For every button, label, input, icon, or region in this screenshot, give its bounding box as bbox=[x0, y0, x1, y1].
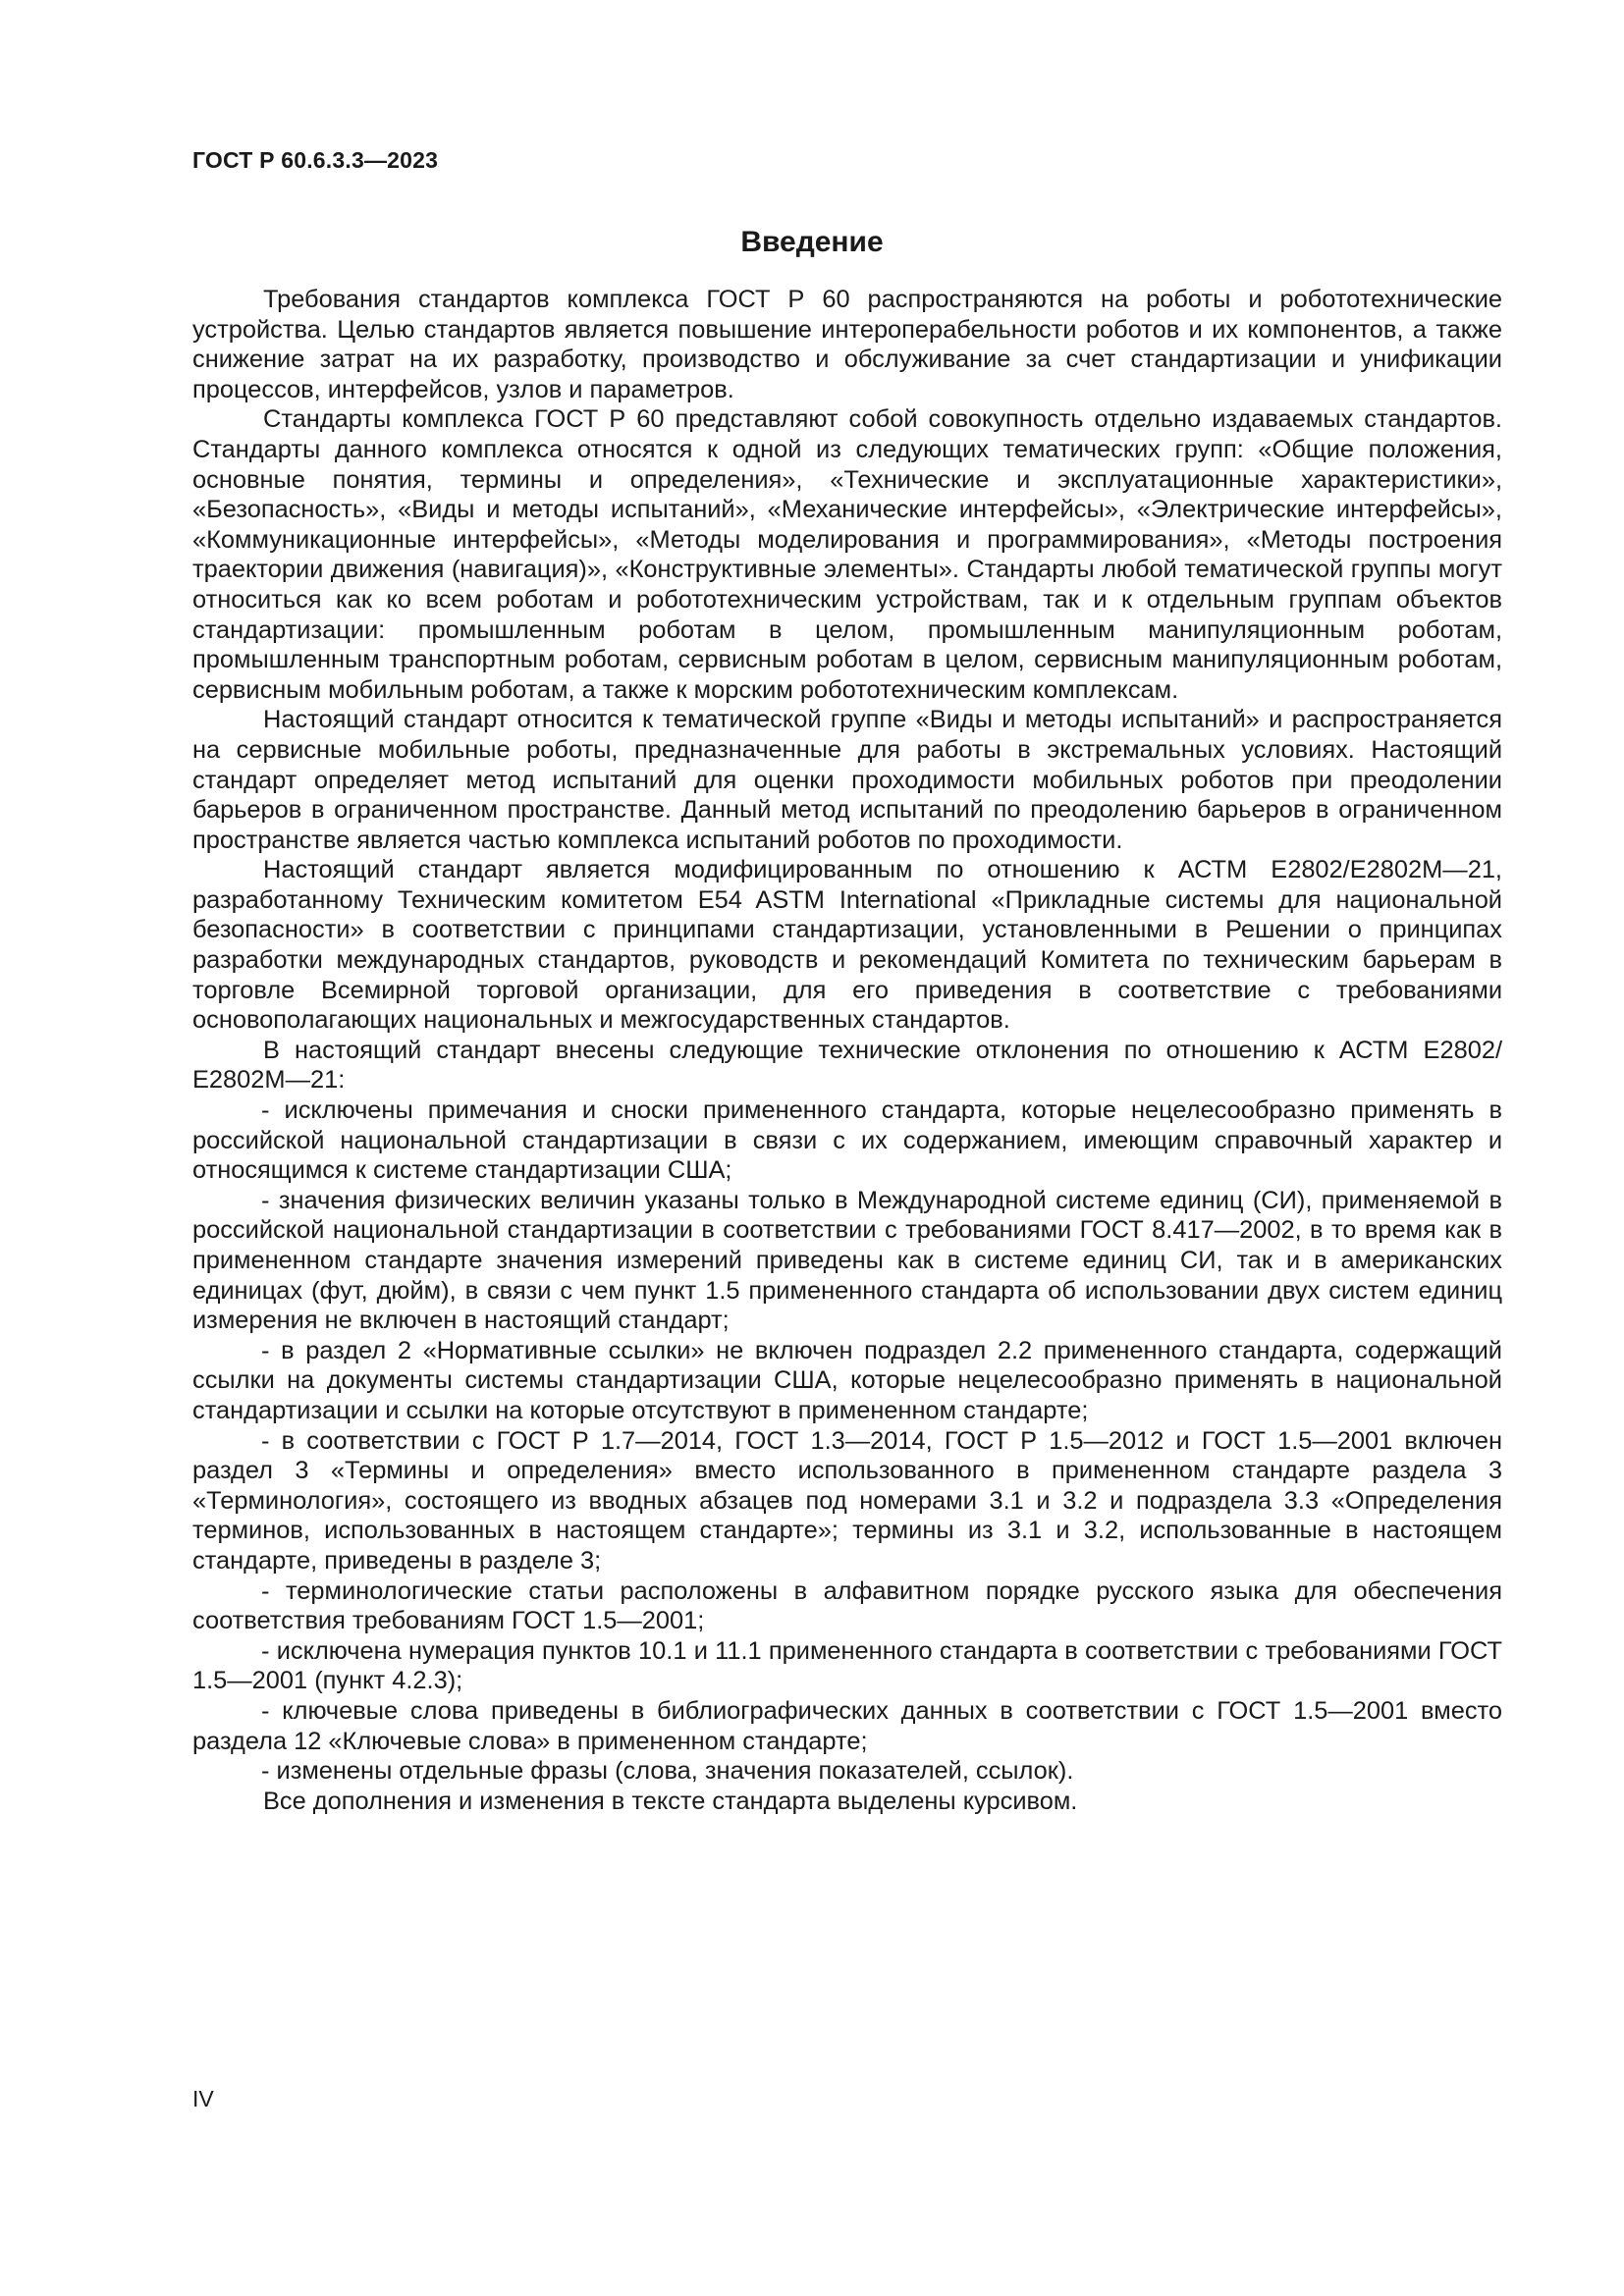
document-header: ГОСТ Р 60.6.3.3—2023 bbox=[192, 147, 439, 173]
page-title: Введение bbox=[740, 226, 884, 258]
paragraph: Настоящий стандарт является модифицированным по отношению к АСТМ Е2802/Е2802М—21, разработанному Техническим комитетом E54 ASTM International «Прикладные системы для национальной безопасности» в соответствии с принципами стандартизации, установленными в Решении о принципах разработки международных стандартов, руководств и рекомендаций Комитета по техническим барьерам в торговле Всемирной торговой организации, для его приведения в соответствие с требованиями основополагающих национальных и межгосударственных стандартов. bbox=[192, 856, 1502, 1035]
paragraph: В настоящий стандарт внесены следующие технические отклонения по отношению к АСТМ Е2802/ Е2802М—21: bbox=[192, 1036, 1502, 1095]
deviation-list-item: - ключевые слова приведены в библиографических данных в соответствии с ГОСТ 1.5—2001 вместо раздела 12 «Ключевые слова» в примененном стандарте; bbox=[192, 1696, 1502, 1755]
paragraph: Требования стандартов комплекса ГОСТ Р 60 распространяются на роботы и робототехнические устройства. Целью стандартов является повышение интероперабельности роботов и их компонентов, а также снижение затрат на их разработку, производство и обслуживание за счет стандартизации и унификации процессов, интерфейсов, узлов и параметров. bbox=[192, 286, 1502, 403]
deviation-list-item: - значения физических величин указаны только в Международной системе единиц (СИ), применяемой в российской национальной стандартизации в соответствии с требованиями ГОСТ 8.417—2002, в то время как в примененном стандарте значения измерений приведены как в системе единиц СИ, так и в американских единицах (фут, дюйм), в связи с чем пункт 1.5 примененного стандарта об использовании двух систем единиц измерения не включен в настоящий стандарт; bbox=[192, 1186, 1502, 1335]
deviation-list-item: - исключены примечания и сноски примененного стандарта, которые нецелесообразно применять в российской национальной стандартизации в связи с их содержанием, имеющим справочный характер и относящимся к системе стандартизации США; bbox=[192, 1096, 1502, 1185]
page-number: IV bbox=[192, 2086, 214, 2111]
deviation-list-item: - изменены отдельные фразы (слова, значения показателей, ссылок). bbox=[261, 1757, 1074, 1786]
deviation-list-item: - в раздел 2 «Нормативные ссылки» не включен подраздел 2.2 примененного стандарта, содержащий ссылки на документы системы стандартизации США, которые нецелесообразно применять в национальной стандартизации и ссылки на которые отсутствуют в примененном стандарте; bbox=[192, 1336, 1502, 1424]
deviation-list-item: - терминологические статьи расположены в алфавитном порядке русского языка для обеспечения соответствия требованиям ГОСТ 1.5—2001; bbox=[192, 1576, 1502, 1635]
document-body bbox=[192, 285, 1502, 1816]
deviation-list-item: - в соответствии с ГОСТ Р 1.7—2014, ГОСТ 1.3—2014, ГОСТ Р 1.5—2012 и ГОСТ 1.5—2001 включен раздел 3 «Термины и определения» вместо использованного в примененном стандарте раздела 3 «Терминология», состоящего из вводных абзацев под номерами 3.1 и 3.2 и подраздела 3.3 «Определения терминов, использованных в настоящем стандарте»; термины из 3.1 и 3.2, использованные в настоящем стандарте, приведены в разделе 3; bbox=[192, 1426, 1502, 1575]
paragraph: Стандарты комплекса ГОСТ Р 60 представляют собой совокупность отдельно издаваемых стандартов. Стандарты данного комплекса относятся к одной из следующих тематических групп: «Общие положения, основные понятия, термины и определения», «Технические и эксплуатационные характеристики», «Безопасность», «Виды и методы испытаний», «Механические интерфейсы», «Электрические интерфейсы», «Коммуникационные интерфейсы», «Методы моделирования и программирования», «Методы построения траектории движения (навигация)», «Конструктивные элементы». Стандарты любой тематической группы могут относиться как ко всем роботам и робототехническим устройствам, так и к отдельным группам объектов стандартизации: промышленным роботам в целом, промышленным манипуляционным роботам, промышленным транспортным роботам, сервисным роботам в целом, сервисным манипуляционным роботам, сервисным мобильным роботам, а также к морским робототехническим комплексам. bbox=[192, 405, 1502, 704]
deviation-list-item: - исключена нумерация пунктов 10.1 и 11.1 примененного стандарта в соответствии с требованиями ГОСТ 1.5—2001 (пункт 4.2.3); bbox=[192, 1636, 1502, 1695]
paragraph: Настоящий стандарт относится к тематической группе «Виды и методы испытаний» и распространяется на сервисные мобильные роботы, предназначенные для работы в экстремальных условиях. Настоящий стандарт определяет метод испытаний для оценки проходимости мобильных роботов при преодолении барьеров в ограниченном пространстве. Данный метод испытаний по преодолению барьеров в ограниченном пространстве является частью комплекса испытаний роботов по проходимости. bbox=[192, 706, 1502, 854]
closing-paragraph: Все дополнения и изменения в тексте стандарта выделены курсивом. bbox=[263, 1787, 1078, 1815]
